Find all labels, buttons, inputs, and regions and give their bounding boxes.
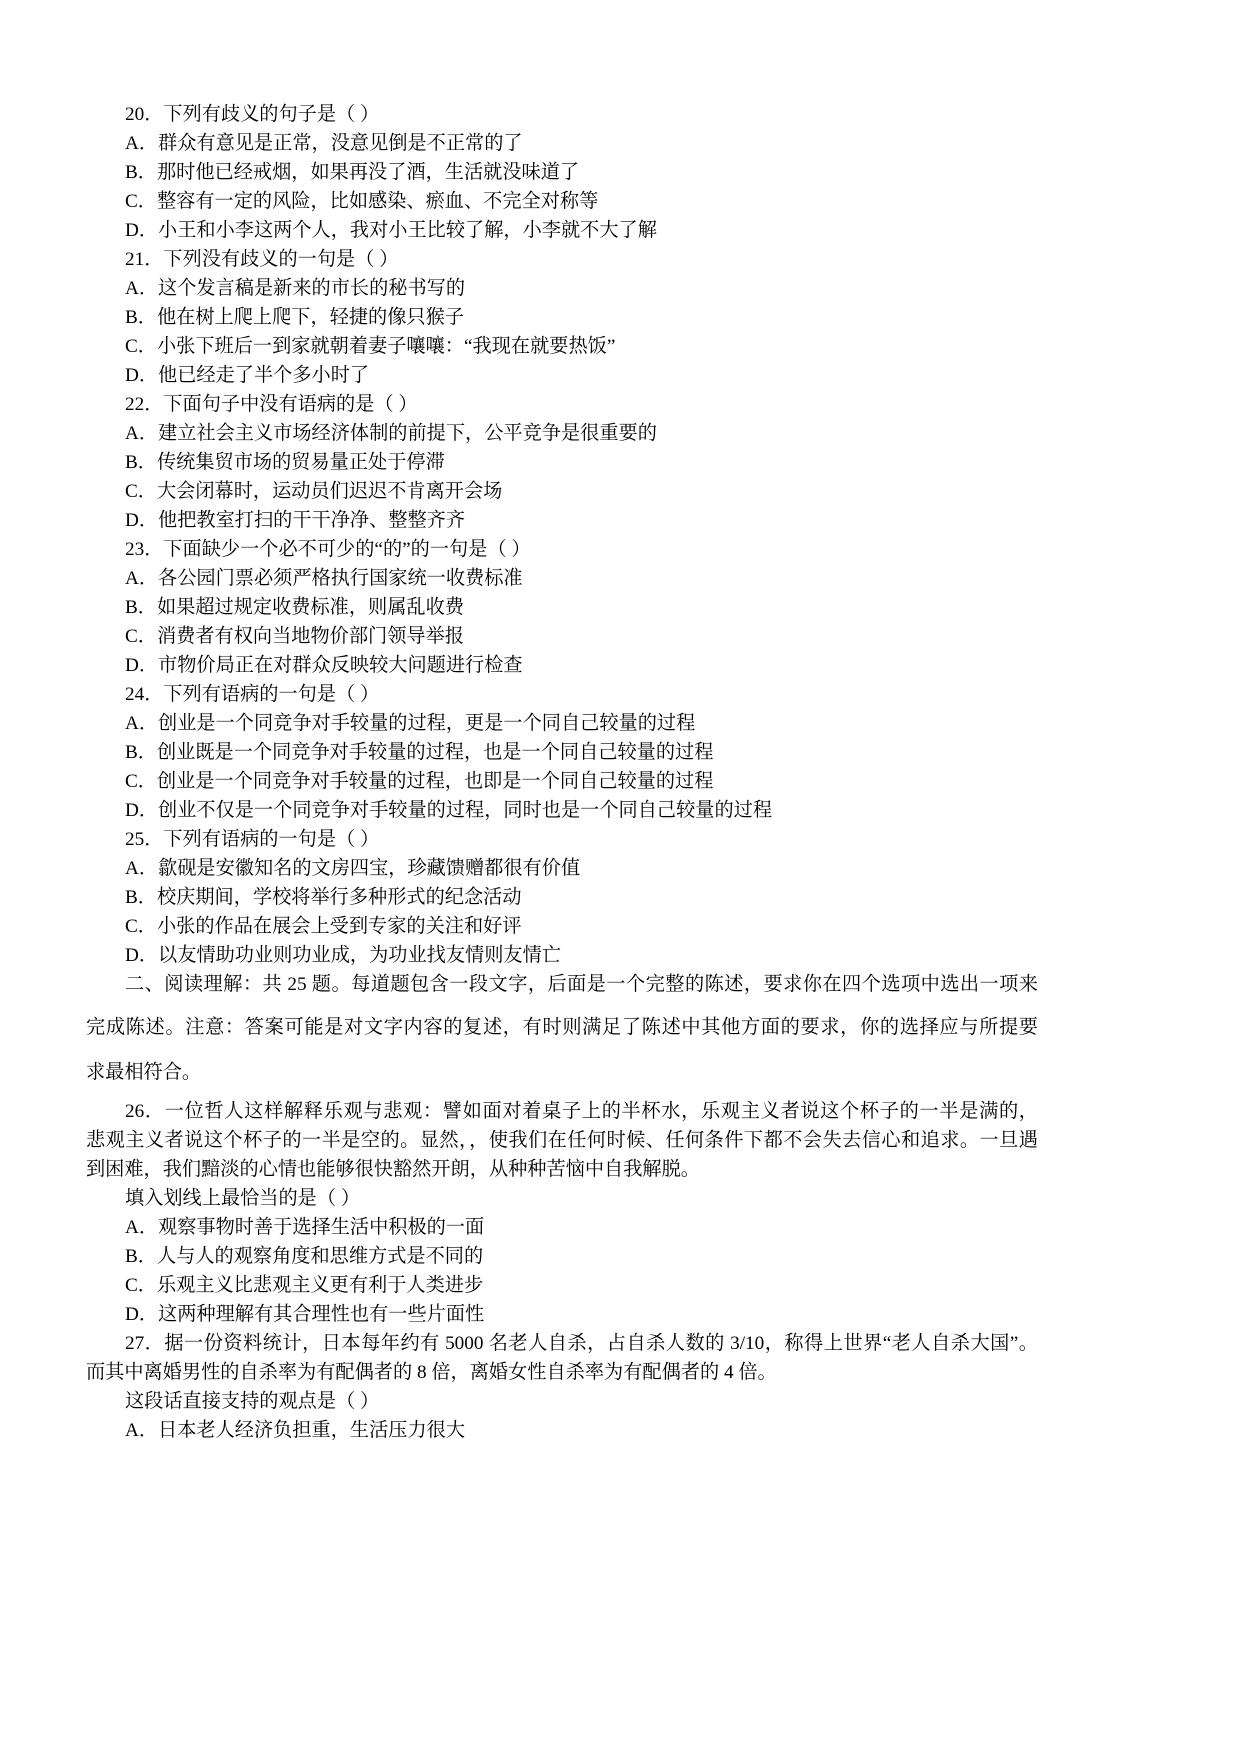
question-20-option-a: A．群众有意见是正常，没意见倒是不正常的了 [125,133,523,154]
question-20-option-d: D．小王和小李这两个人，我对小王比较了解，小李就不大了解 [125,220,657,241]
question-26-option-a: A．观察事物时善于选择生活中积极的一面 [125,1217,485,1238]
question-25-option-a: A．歙砚是安徽知名的文房四宝，珍藏馈赠都很有价值 [125,858,581,879]
question-26-option-b: B．人与人的观察角度和思维方式是不同的 [125,1246,484,1267]
question-27-stem-line-2: 而其中离婚男性的自杀率为有配偶者的 8 倍，离婚女性自杀率为有配偶者的 4 倍。 [86,1362,777,1383]
question-27-prompt: 这段话直接支持的观点是（ ） [125,1391,380,1412]
question-20-option-b: B．那时他已经戒烟，如果再没了酒，生活就没味道了 [125,162,580,183]
question-22-stem: 22．下面句子中没有语病的是（ ） [125,394,418,415]
section2-instructions-line-1: 二、阅读理解：共 25 题。每道题包含一段文字，后面是一个完整的陈述，要求你在四个选项中选出一项来 [125,974,1038,995]
question-20-option-c: C．整容有一定的风险，比如感染、瘀血、不完全对称等 [125,191,599,212]
question-23-stem: 23．下面缺少一个必不可少的“的”的一句是（ ） [125,539,531,560]
question-26-prompt: 填入划线上最恰当的是（ ） [125,1188,361,1209]
question-27-option-a: A．日本老人经济负担重，生活压力很大 [125,1420,466,1441]
question-21-option-c: C．小张下班后一到家就朝着妻子嚷嚷：“我现在就要热饭” [125,336,616,357]
question-23-option-b: B．如果超过规定收费标准，则属乱收费 [125,597,464,618]
question-26-option-d: D．这两种理解有其合理性也有一些片面性 [125,1304,485,1325]
question-21-stem: 21．下列没有歧义的一句是（ ） [125,249,399,270]
document-body [86,100,1038,1445]
question-23-option-d: D．市物价局正在对群众反映较大问题进行检查 [125,655,523,676]
question-24-option-c: C．创业是一个同竞争对手较量的过程，也即是一个同自己较量的过程 [125,771,714,792]
question-21-option-a: A．这个发言稿是新来的市长的秘书写的 [125,278,466,299]
question-26-stem-line-1: 26．一位哲人这样解释乐观与悲观：譬如面对着桌子上的半杯水，乐观主义者说这个杯子的一半是满的， [125,1101,1038,1122]
question-26-stem-line-2: 悲观主义者说这个杯子的一半是空的。显然，，使我们在任何时候、任何条件下都不会失去信心和追求。一旦遇 [86,1130,1038,1151]
question-25-option-b: B．校庆期间，学校将举行多种形式的纪念活动 [125,887,522,908]
question-22-option-d: D．他把教室打扫的干干净净、整整齐齐 [125,510,466,531]
question-26-stem-line-3: 到困难，我们黯淡的心情也能够很快豁然开朗，从种种苦恼中自我解脱。 [86,1159,700,1180]
question-23-option-c: C．消费者有权向当地物价部门领导举报 [125,626,464,647]
question-24-option-d: D．创业不仅是一个同竞争对手较量的过程，同时也是一个同自己较量的过程 [125,800,773,821]
question-24-option-b: B．创业既是一个同竞争对手较量的过程，也是一个同自己较量的过程 [125,742,714,763]
question-27-stem-line-1: 27．据一份资料统计，日本每年约有 5000 名老人自杀，占自杀人数的 3/10，称得上世界“老人自杀大国”。 [125,1333,1038,1354]
question-25-option-c: C．小张的作品在展会上受到专家的关注和好评 [125,916,522,937]
question-24-stem: 24．下列有语病的一句是（ ） [125,684,380,705]
question-22-option-c: C．大会闭幕时，运动员们迟迟不肯离开会场 [125,481,503,502]
section2-instructions-line-3: 求最相符合。 [86,1062,202,1083]
question-24-option-a: A．创业是一个同竞争对手较量的过程，更是一个同自己较量的过程 [125,713,696,734]
question-22-option-a: A．建立社会主义市场经济体制的前提下，公平竞争是很重要的 [125,423,657,444]
question-21-option-b: B．他在树上爬上爬下，轻捷的像只猴子 [125,307,464,328]
question-21-option-d: D．他已经走了半个多小时了 [125,365,370,386]
question-26-option-c: C．乐观主义比悲观主义更有利于人类进步 [125,1275,484,1296]
question-20-stem: 20．下列有歧义的句子是（ ） [125,104,380,125]
section2-instructions-line-2: 完成陈述。注意：答案可能是对文字内容的复述，有时则满足了陈述中其他方面的要求，你的选择应与所提要 [86,1017,1038,1038]
question-22-option-b: B．传统集贸市场的贸易量正处于停滞 [125,452,445,473]
question-23-option-a: A．各公园门票必须严格执行国家统一收费标准 [125,568,523,589]
question-25-stem: 25．下列有语病的一句是（ ） [125,829,380,850]
question-25-option-d: D．以友情助功业则功业成，为功业找友情则友情亡 [125,945,561,966]
